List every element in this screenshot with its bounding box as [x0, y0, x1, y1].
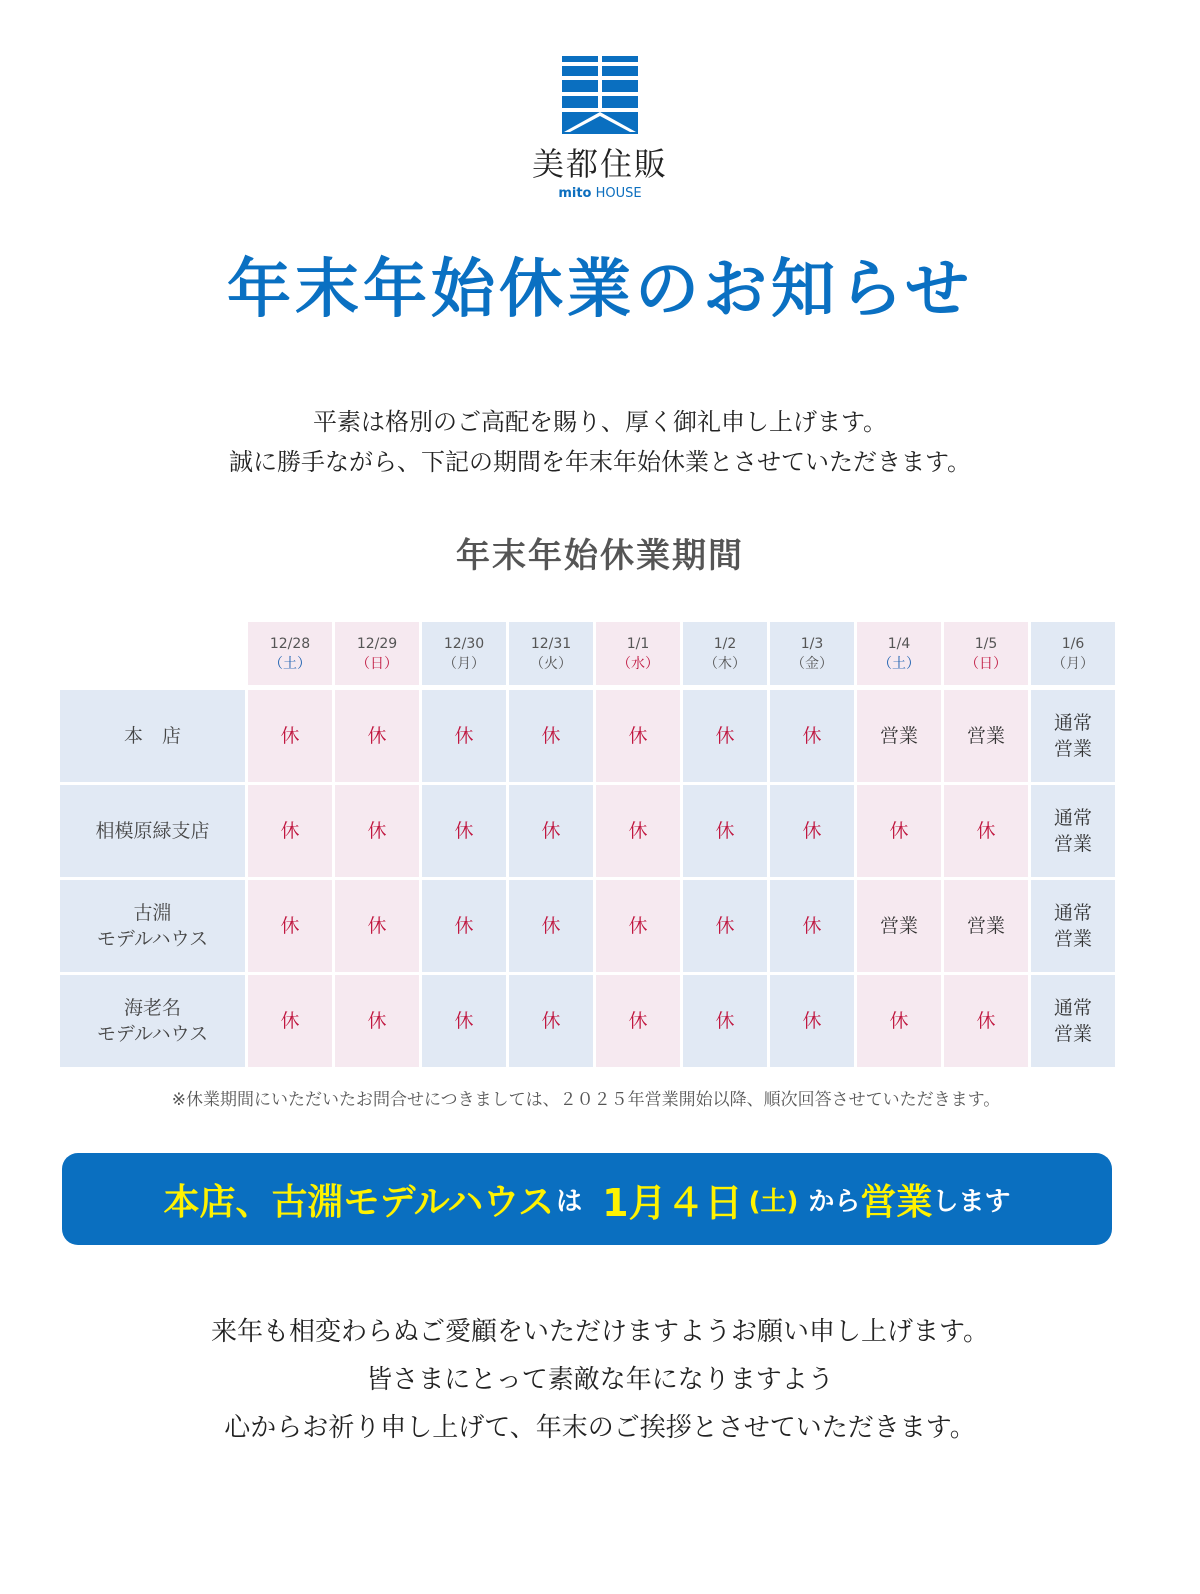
schedule-cell: 休 [422, 880, 506, 972]
schedule-cell: 休 [509, 975, 593, 1067]
schedule-cell: 営業 [944, 690, 1028, 782]
schedule-cell: 営業 [944, 880, 1028, 972]
schedule-cell: 休 [248, 785, 332, 877]
header-date: 1/3 [800, 635, 824, 652]
date-header [944, 622, 1028, 685]
schedule-cell: 休 [509, 785, 593, 877]
closing-line-1: 来年も相変わらぬご愛顧をいただけますようお願い申し上げます。 [211, 1317, 989, 1347]
header-date: 1/6 [1061, 635, 1085, 652]
schedule-cell: 休 [248, 975, 332, 1067]
header-weekday: （火） [530, 655, 572, 672]
schedule-cell: 休 [944, 785, 1028, 877]
schedule-cell: 休 [335, 975, 419, 1067]
header-weekday: （土） [878, 655, 920, 672]
schedule-cell: 休 [596, 880, 680, 972]
closing-line-3: 心からお祈り申し上げて、年末のご挨拶とさせていただきます。 [224, 1413, 976, 1443]
date-header [422, 622, 506, 685]
schedule-cell: 休 [509, 880, 593, 972]
banner-particle: は [556, 1186, 583, 1217]
row-label: 古淵 モデルハウス [60, 880, 245, 972]
schedule-cell: 休 [683, 975, 767, 1067]
row-label: 本 店 [60, 690, 245, 782]
schedule-cell: 通常 営業 [1031, 690, 1115, 782]
header-weekday: （木） [704, 655, 746, 672]
greeting-line-2: 誠に勝手ながら、下記の期間を年末年始休業とさせていただきます。 [228, 448, 972, 476]
banner-tail: します [932, 1186, 1011, 1217]
closing-line-2: 皆さまにとって素敵な年になりますよう [366, 1365, 834, 1395]
reopen-banner [62, 1153, 1112, 1245]
schedule-cell: 休 [857, 785, 941, 877]
schedule-cell: 休 [596, 690, 680, 782]
date-header [248, 622, 332, 685]
schedule-cell: 休 [683, 690, 767, 782]
schedule-cell: 営業 [857, 690, 941, 782]
header-date: 12/28 [269, 635, 311, 652]
schedule-cell: 通常 営業 [1031, 975, 1115, 1067]
schedule-cell: 営業 [857, 880, 941, 972]
period-title: 年末年始休業期間 [456, 536, 744, 576]
banner-open: 営業 [860, 1181, 933, 1223]
row-label: 海老名 モデルハウス [60, 975, 245, 1067]
schedule-cell: 通常 営業 [1031, 880, 1115, 972]
header-date: 1/1 [626, 635, 650, 652]
schedule-cell: 休 [248, 690, 332, 782]
header-weekday: （金） [791, 655, 833, 672]
header-date: 1/5 [974, 635, 998, 652]
logo-name-en: mito HOUSE [558, 186, 642, 201]
header-date: 1/2 [713, 635, 737, 652]
schedule-cell: 休 [509, 690, 593, 782]
date-header [770, 622, 854, 685]
header-weekday: （日） [965, 655, 1007, 672]
banner-date: 1月４日 [602, 1180, 743, 1225]
banner-locations: 本店、古淵モデルハウス [163, 1181, 555, 1223]
schedule-cell: 休 [770, 975, 854, 1067]
banner-from: から [808, 1186, 861, 1217]
date-header [857, 622, 941, 685]
schedule-cell: 休 [422, 690, 506, 782]
schedule-cell: 休 [422, 975, 506, 1067]
header-date: 1/4 [887, 635, 911, 652]
schedule-cell: 休 [335, 880, 419, 972]
greeting-text [0, 402, 1200, 482]
date-header [509, 622, 593, 685]
date-header [335, 622, 419, 685]
schedule-cell: 休 [857, 975, 941, 1067]
company-logo [0, 56, 1200, 202]
header-weekday: （水） [617, 655, 659, 672]
schedule-cell: 休 [944, 975, 1028, 1067]
inquiry-note: ※休業期間にいただいたお問合せにつきましては、２０２５年営業開始以降、順次回答させていただきます。 [171, 1090, 1001, 1110]
logo-name-jp: 美都住販 [531, 145, 668, 183]
schedule-cell: 休 [248, 880, 332, 972]
schedule-cell: 通常 営業 [1031, 785, 1115, 877]
closing-message [0, 1308, 1200, 1452]
header-date: 12/30 [443, 635, 485, 652]
schedule-cell: 休 [770, 880, 854, 972]
schedule-cell: 休 [596, 975, 680, 1067]
schedule-cell: 休 [335, 785, 419, 877]
schedule-cell: 休 [770, 785, 854, 877]
date-header [683, 622, 767, 685]
date-header [1031, 622, 1115, 685]
header-date: 12/31 [530, 635, 572, 652]
schedule-cell: 休 [683, 785, 767, 877]
header-date: 12/29 [356, 635, 398, 652]
page-title: 年末年始休業のお知らせ [226, 253, 974, 327]
row-label: 相模原緑支店 [60, 785, 245, 877]
schedule-cell: 休 [422, 785, 506, 877]
schedule-cell: 休 [596, 785, 680, 877]
banner-weekday: (土) [748, 1186, 799, 1217]
header-weekday: （月） [443, 655, 485, 672]
header-weekday: （月） [1052, 655, 1094, 672]
schedule-cell: 休 [683, 880, 767, 972]
header-weekday: （日） [356, 655, 398, 672]
greeting-line-1: 平素は格別のご高配を賜り、厚く御礼申し上げます。 [312, 408, 888, 436]
mito-logo-icon [562, 56, 638, 134]
schedule-cell: 休 [335, 690, 419, 782]
header-weekday: （土） [269, 655, 311, 672]
schedule-cell: 休 [770, 690, 854, 782]
date-header [596, 622, 680, 685]
